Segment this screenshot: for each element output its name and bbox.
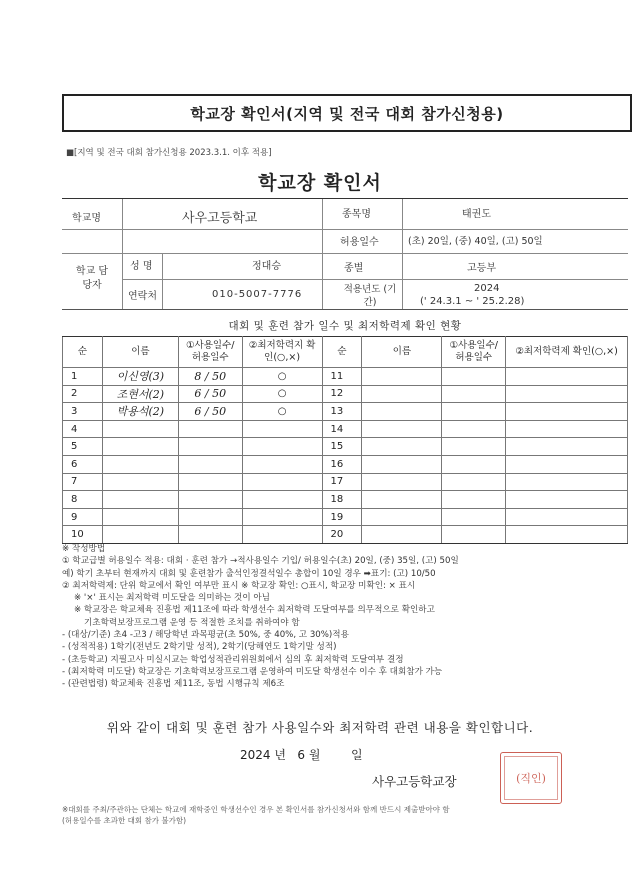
confirmation-statement: 위와 같이 대회 및 훈련 참가 사용일수와 최저학력 관련 내용을 확인합니다.: [106, 720, 534, 735]
row-check: ○: [242, 403, 322, 421]
row-name-2: [362, 455, 442, 473]
row-no: 9: [63, 508, 103, 526]
row-days: 6 / 50: [178, 403, 242, 421]
row-name: 박용석(2): [102, 403, 178, 421]
table-row: [63, 473, 628, 491]
table-row: [63, 403, 628, 421]
row-check: ○: [242, 368, 322, 386]
row-name: [102, 473, 178, 491]
footer-note: [62, 804, 628, 826]
row-name-2: [362, 420, 442, 438]
row-check-2: [506, 491, 628, 509]
table-title: 대회 및 훈련 참가 일수 및 최저학력제 확인 현황: [228, 320, 462, 332]
row-days: [178, 420, 242, 438]
table-row: [63, 420, 628, 438]
row-name: [102, 508, 178, 526]
page-title: 학교장 확인서: [258, 172, 382, 194]
row-days: 8 / 50: [178, 368, 242, 386]
row-name: [102, 455, 178, 473]
row-check-2: [506, 403, 628, 421]
header-no: 순: [63, 337, 103, 368]
instruction-line: 기초학력보장프로그램 운영 등 적절한 조치를 취하여야 함: [84, 617, 300, 628]
row-check-2: [506, 438, 628, 456]
row-days-2: [442, 526, 506, 544]
row-no: 5: [63, 438, 103, 456]
row-no: 4: [63, 420, 103, 438]
instruction-line: ※ 학교장은 학교체육 진흥법 제11조에 따라 학생선수 최저학력 도달여부를 의무적으로 확인하고: [74, 605, 435, 616]
row-name: [102, 438, 178, 456]
header-check: ②최저학력지 확인(○,×): [242, 337, 322, 368]
row-check-2: [506, 368, 628, 386]
row-no: 8: [63, 491, 103, 509]
instruction-line: - (최저학력 미도달) 학교장은 기초학력보장프로그램 운영하여 미도달 학생선수 이수 후 대회참가 가능: [62, 666, 443, 677]
table-row: [63, 508, 628, 526]
row-check: [242, 420, 322, 438]
row-no: 6: [63, 455, 103, 473]
allowed-days-value: (초) 20일, (중) 40일, (고) 50일: [408, 236, 543, 247]
row-check: ○: [242, 385, 322, 403]
participation-table: [62, 336, 628, 544]
table-row: [63, 438, 628, 456]
row-name: [102, 526, 178, 544]
row-name: 조현서(2): [102, 385, 178, 403]
row-check-2: [506, 420, 628, 438]
row-no-2: 15: [322, 438, 362, 456]
row-no-2: 19: [322, 508, 362, 526]
official-seal: [500, 752, 562, 804]
instruction-line: ※ 작성방법: [62, 544, 106, 554]
row-no: 7: [63, 473, 103, 491]
row-days-2: [442, 403, 506, 421]
row-check: [242, 473, 322, 491]
header-check-2: ②최저학력제 확인(○,×): [506, 337, 628, 368]
allowed-days-label: 허용일수: [340, 237, 379, 248]
row-days: [178, 455, 242, 473]
row-check-2: [506, 455, 628, 473]
row-check-2: [506, 473, 628, 491]
category-value: 고등부: [467, 263, 496, 274]
row-days-2: [442, 385, 506, 403]
instruction-line: - (초등학교) 지필고사 미실시교는 학업성적관리위원회에서 심의 후 최저학력 도달여부 결정: [62, 654, 404, 665]
row-check-2: [506, 526, 628, 544]
row-no: 3: [63, 403, 103, 421]
row-no: 2: [63, 385, 103, 403]
instruction-line: 예) 학기 초부터 현재까지 대회 및 훈련참가 출석인정결석일수 총합이 10일 경우 ➡표기: (고) 10/50: [62, 568, 436, 579]
row-days: [178, 438, 242, 456]
row-no-2: 20: [322, 526, 362, 544]
row-name-2: [362, 403, 442, 421]
header-name-2: 이름: [362, 337, 442, 368]
instructions: [62, 543, 628, 691]
year-value: 2024: [474, 283, 500, 294]
school-value: 사우고등학교: [182, 211, 258, 226]
signature-date: 2024 년 6 월 일: [240, 748, 363, 762]
row-name-2: [362, 508, 442, 526]
header-name: 이름: [102, 337, 178, 368]
header-no-2: 순: [322, 337, 362, 368]
row-no: 1: [63, 368, 103, 386]
row-name-2: [362, 491, 442, 509]
row-check: [242, 491, 322, 509]
school-label: 학교명: [72, 213, 101, 224]
table-row: [63, 526, 628, 544]
instruction-line: - (관련법령) 학교체육 진흥법 제11조, 동법 시행규칙 제6조: [62, 679, 285, 690]
row-no-2: 14: [322, 420, 362, 438]
header-days: ①사용일수/ 허용일수: [178, 337, 242, 368]
instruction-line: ※ '×' 표시는 최저학력 미도달을 의미하는 것이 아님: [74, 593, 270, 604]
row-days: [178, 473, 242, 491]
row-days: 6 / 50: [178, 385, 242, 403]
row-days-2: [442, 508, 506, 526]
row-no-2: 11: [322, 368, 362, 386]
row-days-2: [442, 491, 506, 509]
instruction-line: ② 최저학력제: 단위 학교에서 확인 여부만 표시 ※ 학교장 확인: ○표시, 학교장 미확인: × 표시: [62, 580, 416, 591]
row-check: [242, 438, 322, 456]
table-row: [63, 455, 628, 473]
row-name-2: [362, 473, 442, 491]
event-value: 태권도: [462, 209, 491, 220]
footer-line: (허용일수를 초과한 대회 참가 불가함): [62, 816, 187, 825]
row-check-2: [506, 385, 628, 403]
row-days-2: [442, 438, 506, 456]
table-row: [63, 385, 628, 403]
row-name-2: [362, 368, 442, 386]
row-name-2: [362, 526, 442, 544]
instruction-line: - (대상/기준) 초4 -고3 / 해당학년 과목평균(초 50%, 중 40%, 고 30%)적용: [62, 630, 349, 641]
phone-value: 010-5007-7776: [212, 289, 303, 300]
row-no-2: 16: [322, 455, 362, 473]
row-no-2: 17: [322, 473, 362, 491]
row-days-2: [442, 420, 506, 438]
document-title: 학교장 확인서(지역 및 전국 대회 참가신청용): [62, 94, 632, 132]
instruction-line: ① 학교급별 허용일수 적용: 대회 · 훈련 참가 →적사용일수 기입/ 허용일수(초) 20일, (중) 35일, (고) 50일: [62, 556, 459, 567]
row-name: 이신영(3): [102, 368, 178, 386]
row-days: [178, 526, 242, 544]
row-days-2: [442, 455, 506, 473]
row-check: [242, 526, 322, 544]
name-label: 성 명: [130, 261, 153, 272]
row-check: [242, 455, 322, 473]
application-note: ■[지역 및 전국 대회 참가신청용 2023.3.1. 이후 적용]: [66, 148, 272, 158]
principal-signature: 사우고등학교장: [372, 774, 457, 789]
row-check-2: [506, 508, 628, 526]
year-label: 적용년도 (기간): [343, 284, 397, 308]
row-check: [242, 508, 322, 526]
table-row: [63, 491, 628, 509]
phone-label: 연락처: [128, 291, 157, 302]
header-days-2: ①사용일수/ 허용일수: [442, 337, 506, 368]
info-section: [62, 198, 628, 310]
row-name-2: [362, 385, 442, 403]
row-name: [102, 420, 178, 438]
teacher-label: 학교 담당자: [75, 266, 109, 291]
row-days: [178, 508, 242, 526]
row-no-2: 13: [322, 403, 362, 421]
row-days-2: [442, 473, 506, 491]
row-name-2: [362, 438, 442, 456]
seal-text: (직인): [516, 772, 546, 785]
row-days-2: [442, 368, 506, 386]
row-days: [178, 491, 242, 509]
table-header-row: [63, 337, 628, 368]
category-label: 종별: [344, 263, 364, 274]
table-row: [63, 368, 628, 386]
instruction-line: - (성적적용) 1학기(전년도 2학기말 성적), 2학기(당해연도 1학기말 성적): [62, 642, 337, 653]
row-name: [102, 491, 178, 509]
event-label: 종목명: [342, 209, 371, 220]
row-no-2: 18: [322, 491, 362, 509]
period-value: (' 24.3.1 ~ ' 25.2.28): [420, 296, 525, 307]
teacher-name: 정대승: [252, 261, 281, 272]
row-no: 10: [63, 526, 103, 544]
footer-line: ※대회를 주최/주관하는 단체는 학교에 재학중인 학생선수인 경우 본 확인서를 참가신청서와 함께 반드시 제출받아야 함: [62, 805, 450, 814]
row-no-2: 12: [322, 385, 362, 403]
